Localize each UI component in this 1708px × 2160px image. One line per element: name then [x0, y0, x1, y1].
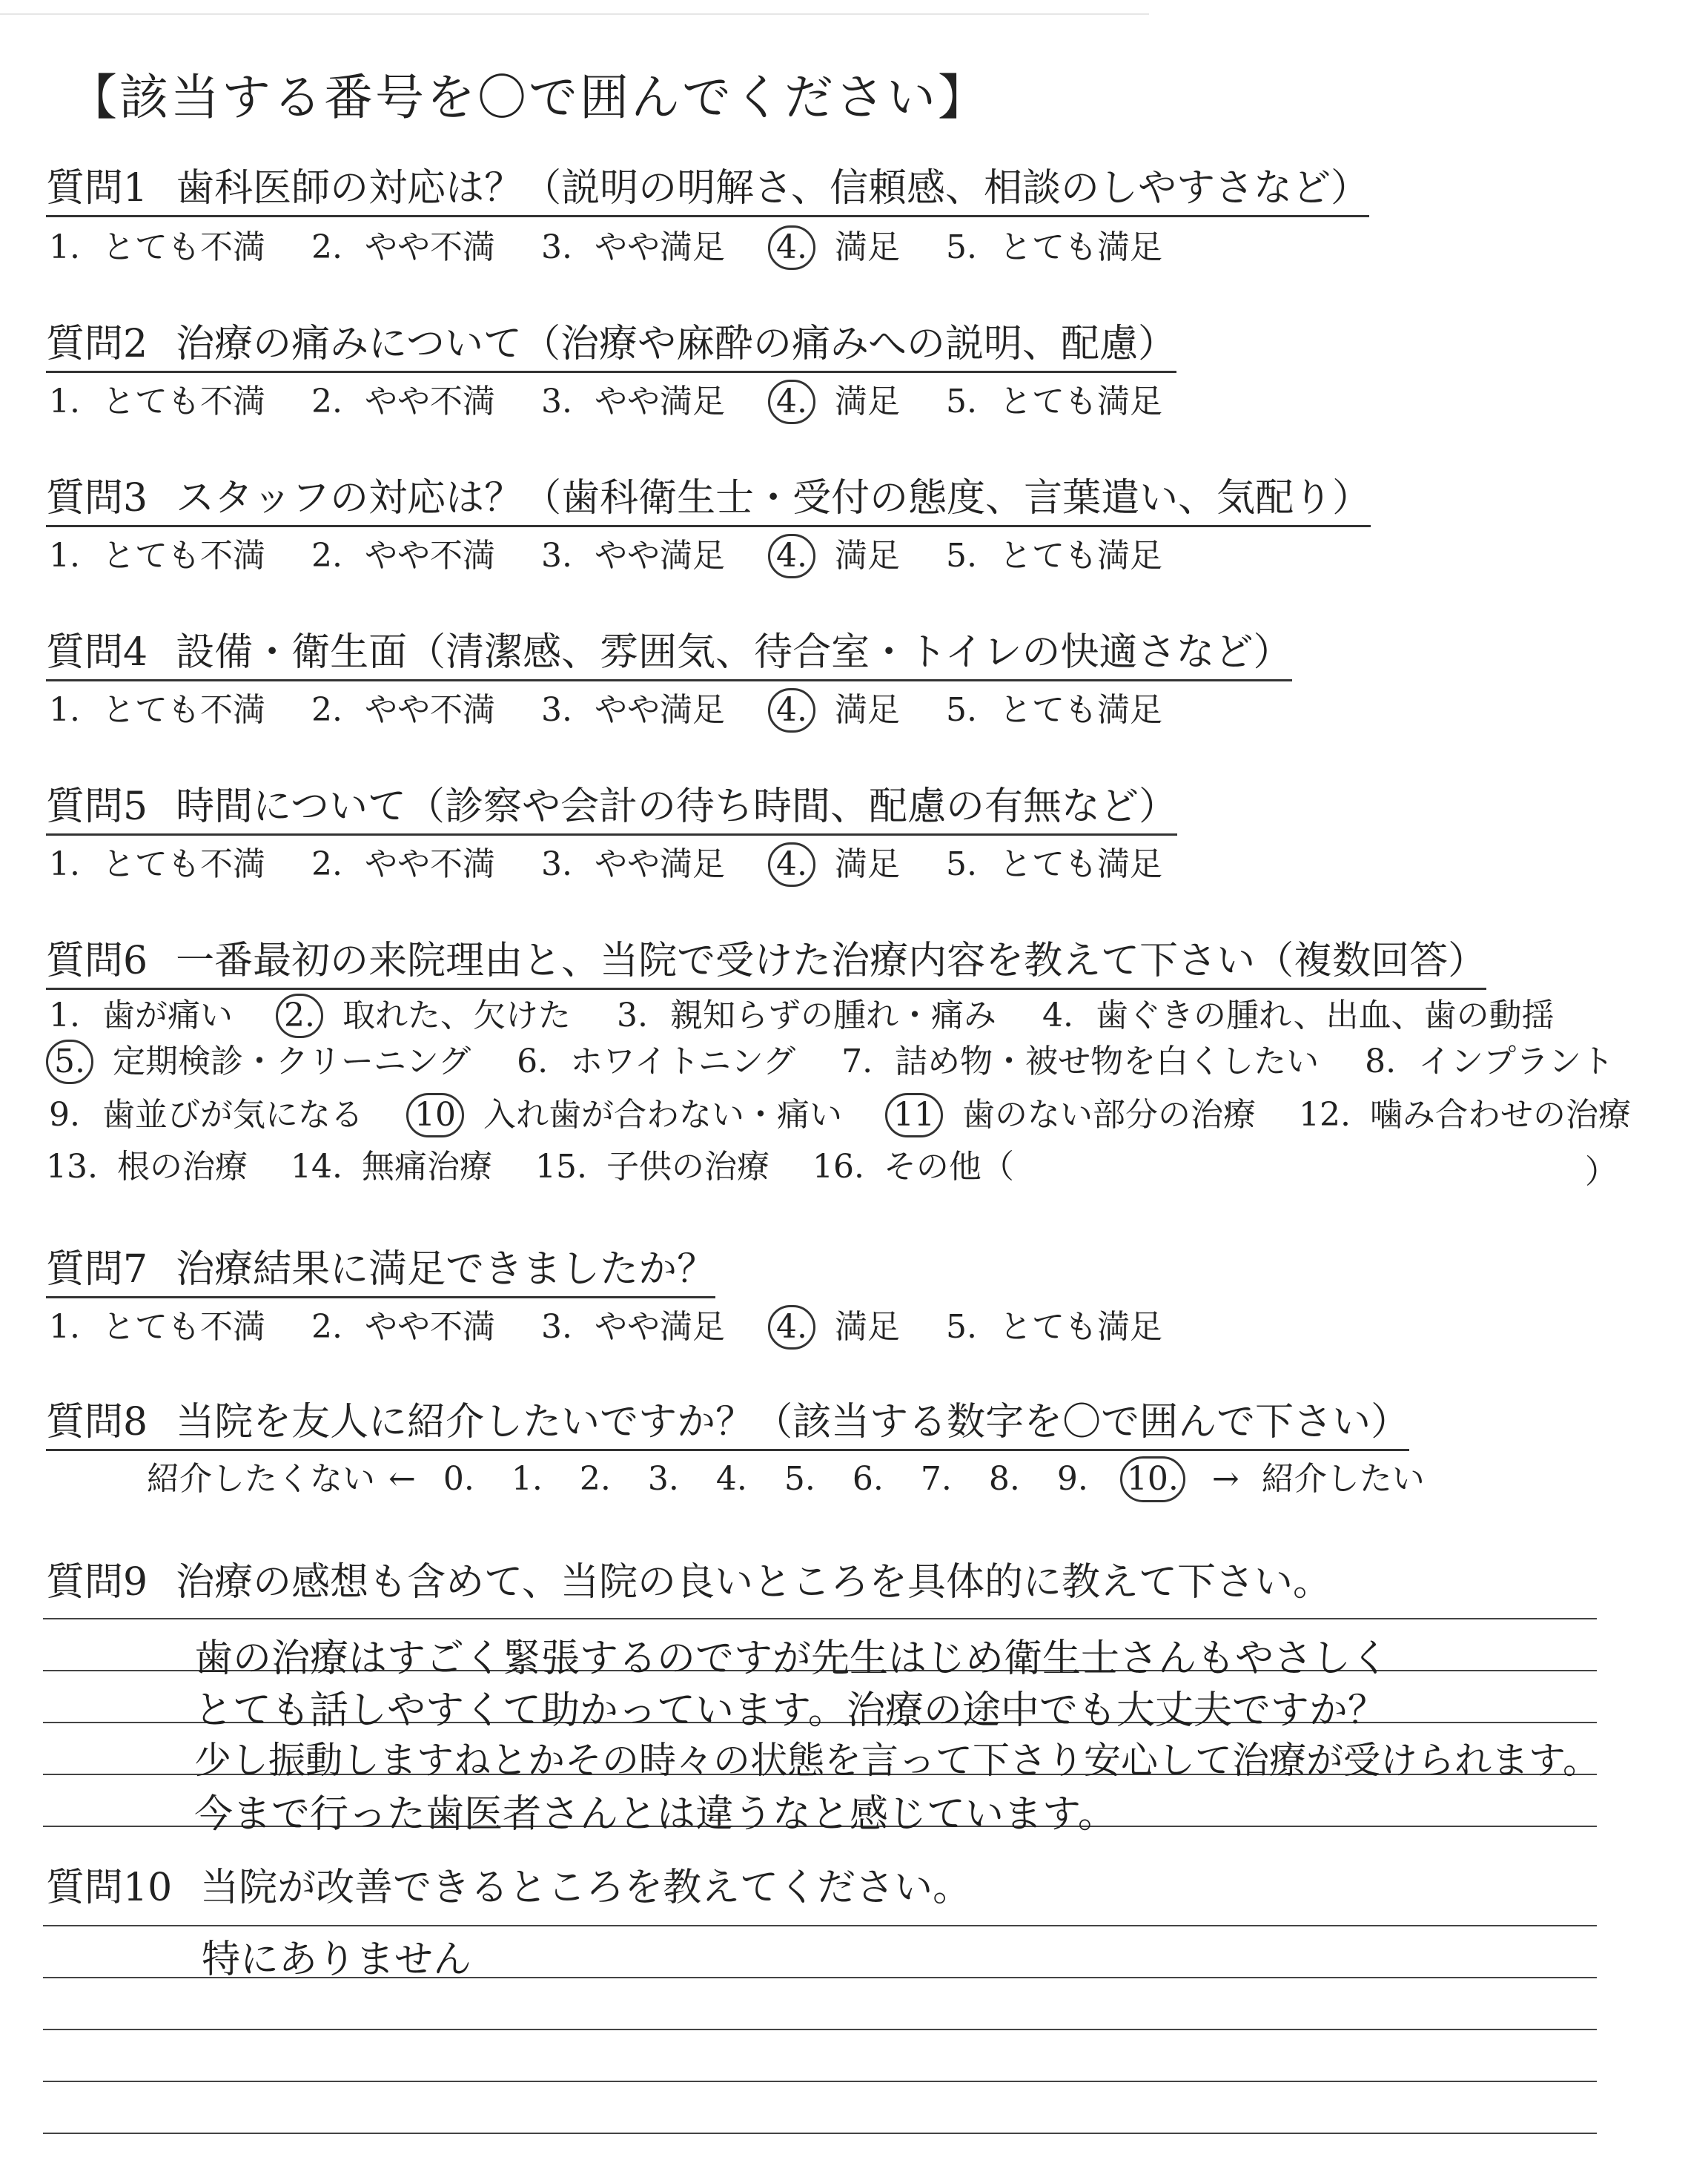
q6-option — [46, 1040, 471, 1084]
q6-options-row-1 — [46, 994, 1555, 1038]
option-label: 根の治療 — [116, 1148, 248, 1186]
q6-option — [535, 1145, 769, 1189]
option-number: 12. — [1299, 1096, 1351, 1134]
q6-option — [885, 1093, 1256, 1137]
option-label: やや不満 — [365, 845, 495, 883]
option-number: 3. — [541, 845, 572, 883]
option-label: 満足 — [834, 383, 900, 420]
scale-number: 9. — [1056, 1460, 1088, 1498]
option-label: 満足 — [834, 845, 900, 883]
option-number: 5. — [945, 691, 977, 729]
option-label: 詰め物・被せ物を白くしたい — [895, 1043, 1320, 1080]
rating-option — [46, 534, 265, 578]
q6-option — [46, 1093, 363, 1137]
option-number: 16. — [812, 1148, 864, 1186]
q6-option — [1039, 994, 1555, 1038]
option-label: 満足 — [834, 228, 900, 266]
option-number: 9. — [49, 1096, 80, 1134]
selected-option-number: 4. — [768, 688, 815, 733]
option-number: 2. — [311, 691, 342, 729]
selected-option-number: 4. — [768, 380, 815, 424]
scale-number: 0. — [443, 1460, 474, 1498]
option-label: とても不満 — [102, 845, 265, 883]
option-label: やや満足 — [595, 537, 725, 575]
rating-option — [943, 534, 1162, 578]
option-number: 1. — [49, 537, 80, 575]
option-label: 取れた、欠けた — [342, 997, 571, 1034]
rating-option — [308, 534, 495, 578]
scale-number: 8. — [988, 1460, 1020, 1498]
q6-option — [46, 1145, 248, 1189]
option-label: 子供の治療 — [606, 1148, 769, 1186]
q6-option — [291, 1145, 492, 1189]
q6-option — [614, 994, 996, 1038]
option-number: 3. — [541, 691, 572, 729]
option-label: やや満足 — [595, 845, 725, 883]
scale-numbers — [438, 1456, 1212, 1502]
top-border — [0, 13, 1149, 15]
rating-option — [943, 688, 1162, 733]
option-label: 無痛治療 — [361, 1148, 492, 1186]
question-text: 歯科医師の対応は？（説明の明解さ、信頼感、相談のしやすさなど） — [176, 166, 1370, 211]
question-1 — [46, 165, 1369, 217]
rating-option — [46, 842, 265, 887]
question-8 — [46, 1398, 1409, 1451]
option-number: 5. — [945, 228, 977, 266]
option-number: 2. — [311, 383, 342, 420]
question-label: 質問10 — [46, 1866, 173, 1910]
option-label: やや不満 — [365, 228, 495, 266]
rating-option — [308, 842, 495, 887]
option-number: 3. — [541, 228, 572, 266]
q6-option — [514, 1040, 795, 1084]
q9-answer-line-1: 歯の治療はすごく緊張するのですが先生はじめ衛生士さんもやさしく — [194, 1636, 1390, 1681]
rating-options-q3 — [46, 534, 1162, 578]
option-number: 2. — [311, 537, 342, 575]
option-number: 1. — [49, 997, 80, 1034]
question-label: 質問4 — [46, 630, 148, 675]
question-label: 質問3 — [46, 476, 148, 521]
question-text: スタッフの対応は？（歯科衛生士・受付の態度、言葉遣い、気配り） — [176, 476, 1371, 521]
option-label: 歯のない部分の治療 — [962, 1096, 1256, 1134]
q6-options-row-3 — [46, 1093, 1631, 1137]
option-label: ホワイトニング — [570, 1043, 796, 1080]
question-text: 一番最初の来院理由と、当院で受けた治療内容を教えて下さい（複数回答） — [176, 939, 1487, 983]
option-label: インプラント — [1418, 1043, 1615, 1080]
option-number: 3. — [541, 383, 572, 420]
selected-option-number: 4. — [768, 842, 815, 887]
option-number: 8. — [1365, 1043, 1397, 1080]
rating-option — [538, 1305, 725, 1350]
rating-option — [768, 688, 900, 733]
selected-option-number: 10 — [406, 1093, 464, 1137]
option-label: 定期検診・クリーニング — [112, 1043, 471, 1080]
option-number: 6. — [517, 1043, 549, 1080]
option-number: 5. — [945, 845, 977, 883]
selected-option-number: 11 — [885, 1093, 943, 1137]
rating-options-q7 — [46, 1305, 1162, 1350]
option-label: やや不満 — [365, 691, 495, 729]
question-text: 設備・衛生面（清潔感、雰囲気、待合室・トイレの快適さなど） — [176, 630, 1292, 675]
option-number: 1. — [49, 845, 80, 883]
option-label: やや満足 — [595, 691, 725, 729]
rating-option — [768, 380, 900, 424]
option-number: 2. — [311, 845, 342, 883]
option-label: とても満足 — [999, 537, 1162, 575]
rating-option — [943, 225, 1162, 270]
option-number: 3. — [616, 997, 648, 1034]
option-label: とても満足 — [999, 1308, 1162, 1346]
q9-answer-line-2: とても話しやすくて助かっています。治療の途中でも大丈夫ですか？ — [194, 1688, 1386, 1733]
question-text: 当院が改善できるところを教えてください。 — [200, 1866, 972, 1910]
rating-option — [46, 225, 265, 270]
option-number: 1. — [49, 383, 80, 420]
option-number: 5. — [945, 1308, 977, 1346]
option-number: 4. — [1042, 997, 1073, 1034]
answer-line — [43, 1618, 1597, 1619]
question-text: 治療の痛みについて（治療や麻酔の痛みへの説明、配慮） — [176, 322, 1177, 366]
option-label: とても不満 — [102, 537, 265, 575]
q6-option — [1362, 1040, 1614, 1084]
option-number: 2. — [311, 228, 342, 266]
scale-number: 4. — [715, 1460, 747, 1498]
option-number: 7. — [841, 1043, 873, 1080]
rating-option — [46, 1305, 265, 1350]
referral-scale — [147, 1456, 1425, 1502]
option-number: 15. — [534, 1148, 587, 1186]
scale-left-label: 紹介したくない — [147, 1460, 375, 1498]
option-label: やや満足 — [595, 1308, 725, 1346]
option-number: 13. — [46, 1148, 98, 1186]
rating-option — [943, 1305, 1162, 1350]
q6-option — [812, 1145, 1014, 1189]
scale-number: 7. — [920, 1460, 952, 1498]
option-label: 歯ぐきの腫れ、出血、歯の動揺 — [1095, 997, 1555, 1034]
question-5 — [46, 783, 1177, 836]
q6-option — [838, 1040, 1319, 1084]
question-text: 治療の感想も含めて、当院の良いところを具体的に教えて下さい。 — [176, 1560, 1332, 1605]
option-label: とても満足 — [999, 845, 1162, 883]
option-label: とても不満 — [102, 383, 265, 420]
option-number: 1. — [49, 691, 80, 729]
rating-option — [308, 225, 495, 270]
option-label: 満足 — [834, 1308, 900, 1346]
scale-number: 5. — [784, 1460, 815, 1498]
question-label: 質問7 — [46, 1247, 148, 1292]
scale-right-label: 紹介したい — [1261, 1460, 1425, 1498]
option-label: 入れ歯が合わない・痛い — [483, 1096, 842, 1134]
rating-options-q4 — [46, 688, 1162, 733]
right-arrow-icon: → — [1211, 1460, 1239, 1498]
option-label: やや不満 — [365, 537, 495, 575]
answer-line — [43, 1925, 1597, 1926]
question-label: 質問9 — [46, 1560, 148, 1605]
option-label: 満足 — [834, 537, 900, 575]
scale-number: 1. — [511, 1460, 543, 1498]
question-label: 質問6 — [46, 939, 148, 983]
question-label: 質問1 — [46, 166, 148, 211]
rating-option — [943, 380, 1162, 424]
answer-line — [43, 2081, 1597, 2082]
rating-option — [308, 1305, 495, 1350]
question-text: 当院を友人に紹介したいですか？（該当する数字を〇で囲んで下さい） — [176, 1400, 1410, 1444]
option-label: 親知らずの腫れ・痛み — [669, 997, 996, 1034]
scale-number: 3. — [647, 1460, 679, 1498]
rating-option — [538, 534, 725, 578]
question-2 — [46, 320, 1176, 373]
q6-option — [46, 994, 233, 1038]
rating-option — [943, 842, 1162, 887]
rating-options-q5 — [46, 842, 1162, 887]
option-number: 3. — [541, 1308, 572, 1346]
selected-option-number: 5. — [46, 1040, 93, 1084]
option-label: やや満足 — [595, 383, 725, 420]
question-text: 時間について（診察や会計の待ち時間、配慮の有無など） — [176, 785, 1178, 829]
q6-option — [276, 994, 571, 1038]
question-6 — [46, 937, 1486, 990]
left-arrow-icon: ← — [388, 1460, 416, 1498]
option-label: とても満足 — [999, 383, 1162, 420]
option-number: 3. — [541, 537, 572, 575]
question-3 — [46, 475, 1371, 527]
option-number: 5. — [945, 383, 977, 420]
selected-option-number: 2. — [276, 994, 323, 1038]
rating-option — [768, 842, 900, 887]
rating-option — [46, 688, 265, 733]
rating-option — [768, 534, 900, 578]
rating-option — [46, 380, 265, 424]
scale-number: 6. — [852, 1460, 884, 1498]
answer-line — [43, 2029, 1597, 2030]
selected-option-number: 4. — [768, 534, 815, 578]
rating-option — [308, 380, 495, 424]
question-9 — [46, 1559, 1331, 1606]
question-label: 質問8 — [46, 1400, 148, 1444]
q6-options-row-2 — [46, 1040, 1614, 1084]
option-number: 14. — [290, 1148, 342, 1186]
question-7 — [46, 1246, 715, 1298]
option-label: 噛み合わせの治療 — [1369, 1096, 1631, 1134]
rating-option — [308, 688, 495, 733]
rating-option — [768, 225, 900, 270]
rating-option — [538, 842, 725, 887]
option-label: 歯が痛い — [102, 997, 233, 1034]
rating-options-q2 — [46, 380, 1162, 424]
option-label: やや不満 — [365, 1308, 495, 1346]
option-label: とても不満 — [102, 228, 265, 266]
question-10 — [46, 1864, 971, 1912]
option-label: やや不満 — [365, 383, 495, 420]
option-label: 満足 — [834, 691, 900, 729]
q6-option — [1299, 1093, 1631, 1137]
question-label: 質問2 — [46, 322, 148, 366]
q10-answer: 特にありません — [202, 1938, 472, 1982]
rating-option — [768, 1305, 900, 1350]
q9-answer-line-4: 今まで行った歯医者さんとは違うなと感じています。 — [194, 1792, 1116, 1837]
q6-options-row-4 — [46, 1145, 1014, 1189]
option-number: 1. — [49, 228, 80, 266]
option-label: その他（ — [883, 1148, 1014, 1186]
scale-number: 2. — [579, 1460, 611, 1498]
rating-option — [538, 380, 725, 424]
option-label: 歯並びが気になる — [102, 1096, 363, 1134]
scale-number-selected: 10. — [1120, 1456, 1185, 1502]
selected-option-number: 4. — [768, 1305, 815, 1350]
q6-option — [406, 1093, 842, 1137]
question-text: 治療結果に満足できましたか？ — [176, 1247, 716, 1292]
answer-line — [43, 2133, 1597, 2134]
selected-option-number: 4. — [768, 225, 815, 270]
rating-options-q1 — [46, 225, 1162, 270]
option-label: とても不満 — [102, 691, 265, 729]
option-label: とても満足 — [999, 691, 1162, 729]
option-label: とても不満 — [102, 1308, 265, 1346]
option-number: 5. — [945, 537, 977, 575]
q6-other-closing-paren: ） — [1585, 1153, 1618, 1191]
option-label: やや満足 — [595, 228, 725, 266]
option-number: 1. — [49, 1308, 80, 1346]
question-label: 質問5 — [46, 785, 148, 829]
option-number: 2. — [311, 1308, 342, 1346]
rating-option — [538, 688, 725, 733]
page-title: 【該当する番号を〇で囲んでください】 — [68, 69, 989, 126]
question-4 — [46, 629, 1292, 681]
option-label: とても満足 — [999, 228, 1162, 266]
rating-option — [538, 225, 725, 270]
q9-answer-line-3: 少し振動しますねとかその時々の状態を言って下さり安心して治療が受けられます。 — [194, 1739, 1600, 1782]
